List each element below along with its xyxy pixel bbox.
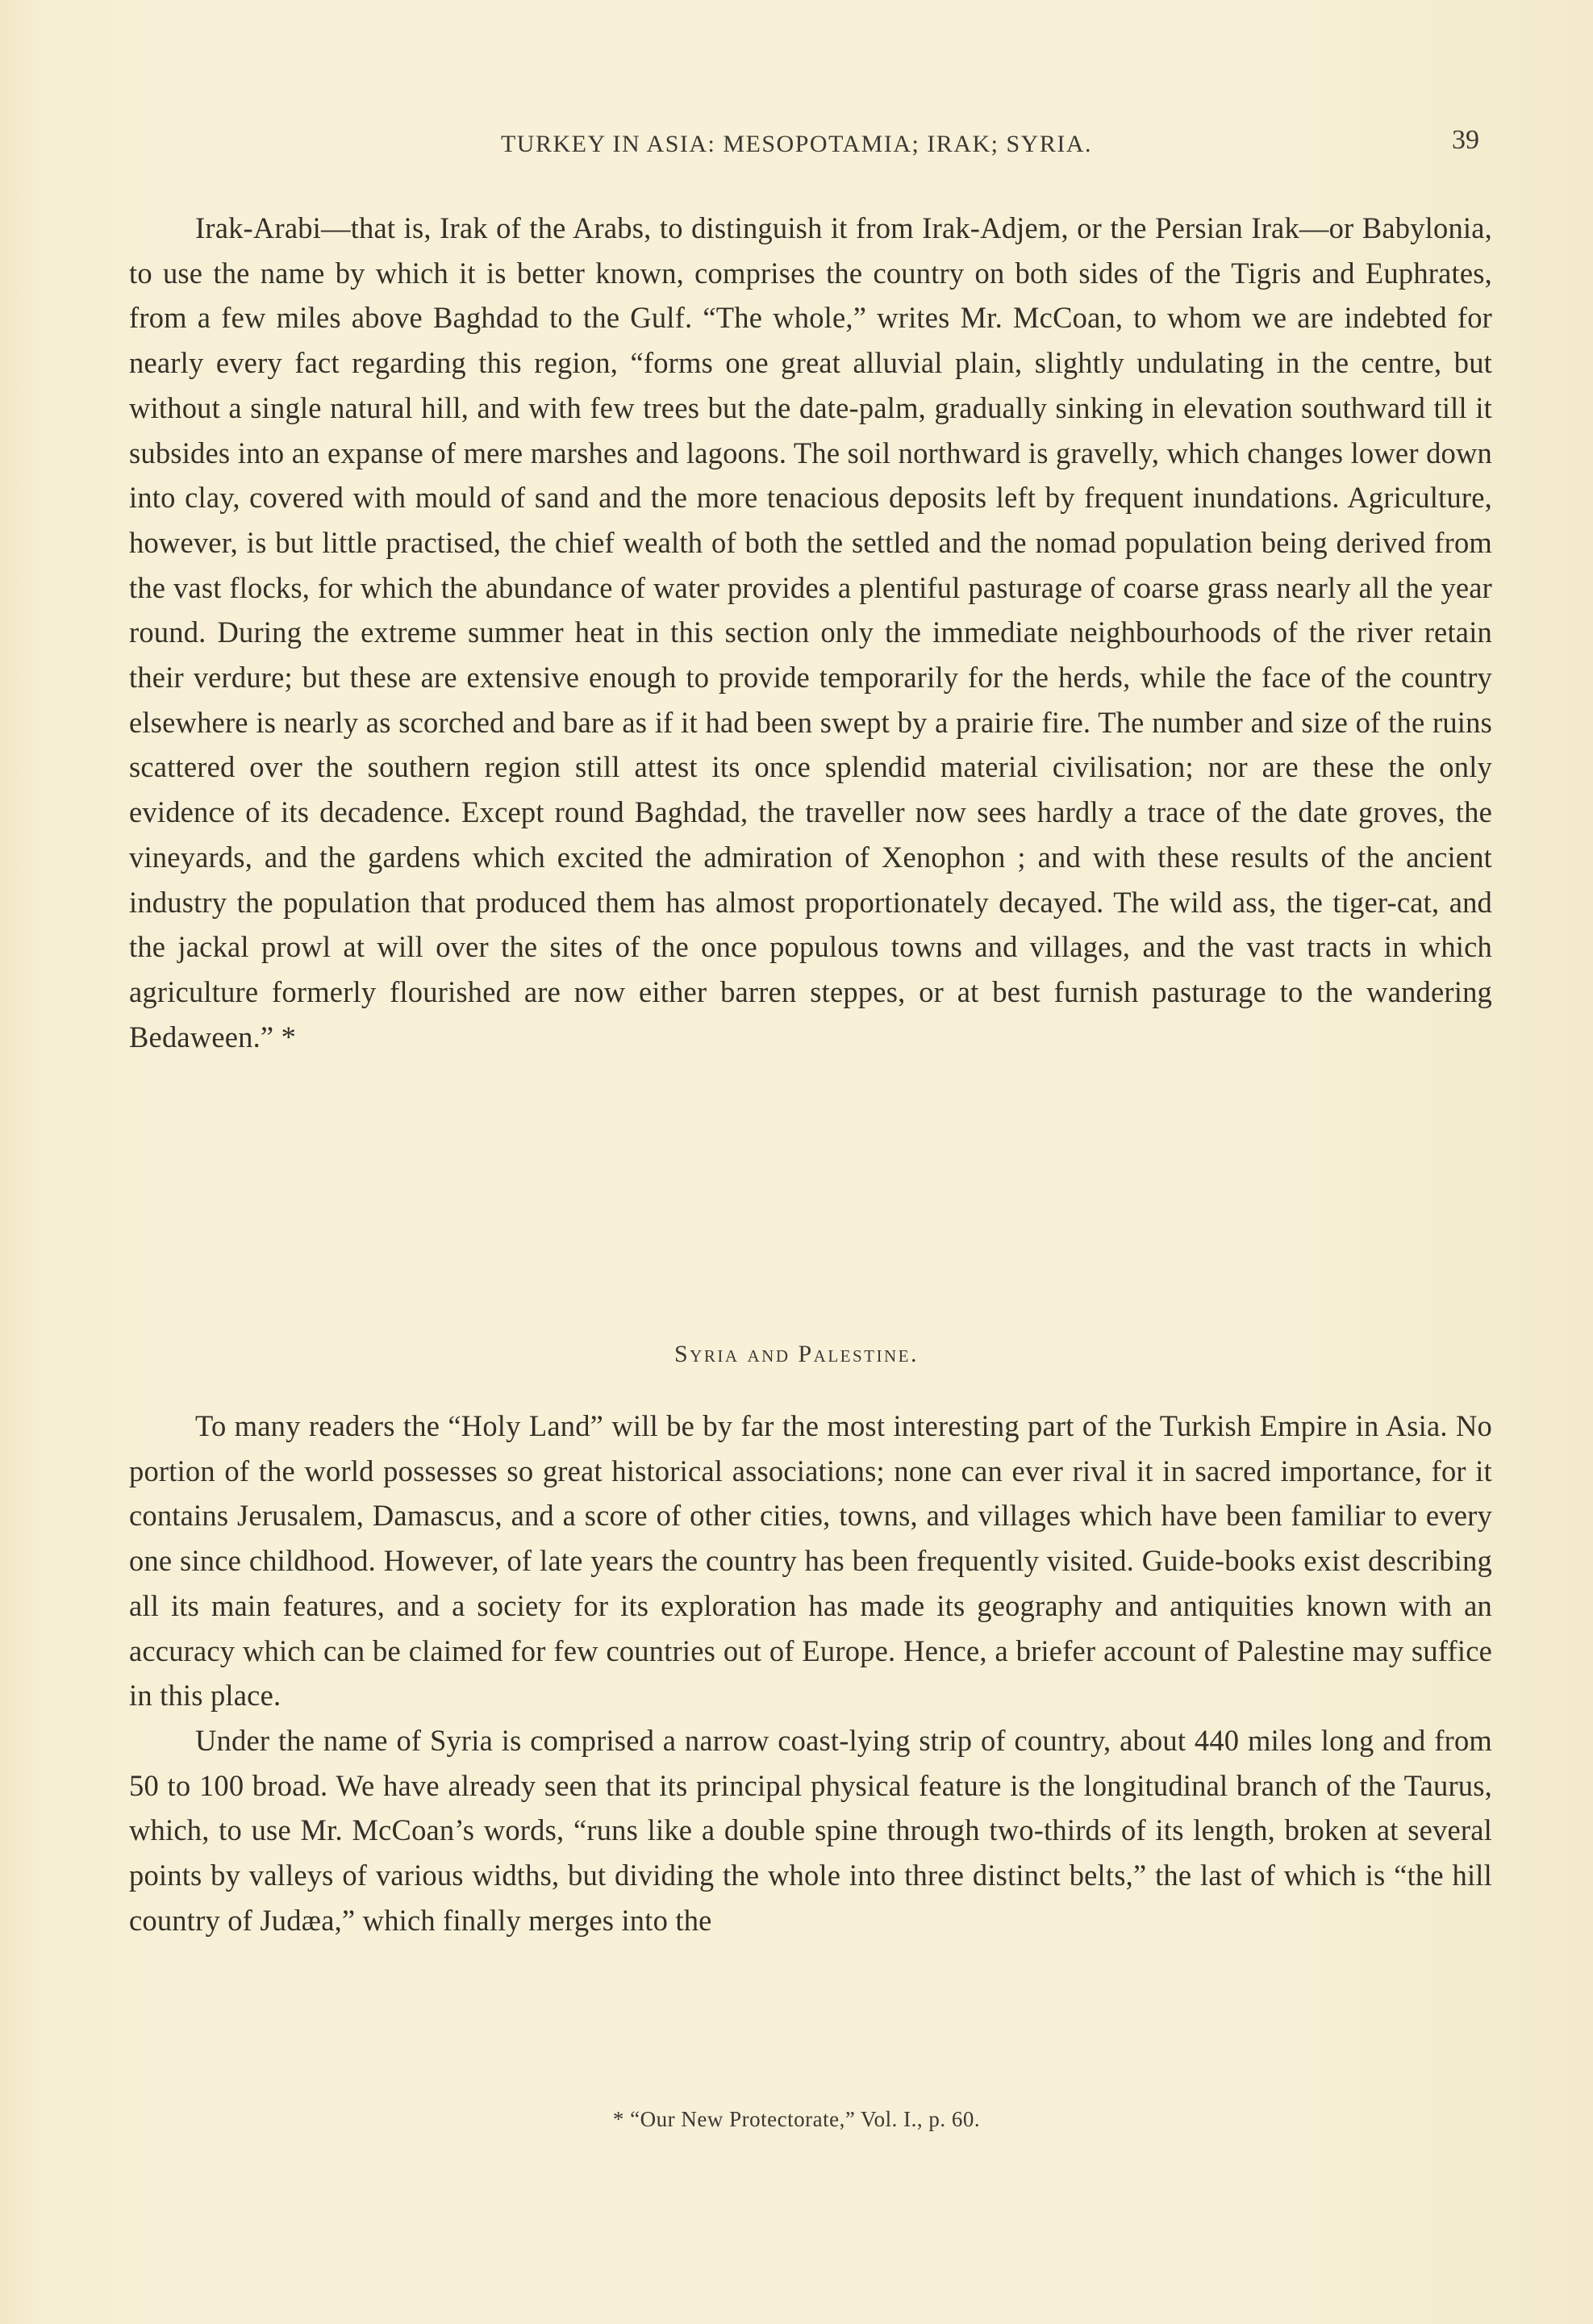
running-head: TURKEY IN ASIA: MESOPOTAMIA; IRAK; SYRIA. <box>500 131 1092 157</box>
paragraph-irak-arabi: Irak-Arabi—that is, Irak of the Arabs, to distinguish it from Irak-Adjem, or the Persian Irak—or Babylonia, to use the name by which it is better known, comprises the country on both sides of the Tigris and Euphrates, from a few miles above Baghdad to the Gulf. “The whole,” writes Mr. McCoan, to whom we are indebted for nearly every fact regarding this region, “forms one great alluvial plain, slightly undulating in the centre, but without a single natural hill, and with few trees but the date-palm, gradually sinking in elevation southward till it subsides into an expanse of mere marshes and lagoons. The soil northward is gravelly, which changes lower down into clay, covered with mould of sand and the more tenacious deposits left by frequent inundations. Agriculture, however, is but little practised, the chief wealth of both the settled and the nomad population being derived from the vast flocks, for which the abundance of water provides a plentiful pasturage of coarse grass nearly all the year round. During the extreme summer heat in this section only the immediate neighbourhoods of the river retain their verdure; but these are extensive enough to provide temporarily for the herds, while the face of the country elsewhere is nearly as scorched and bare as if it had been swept by a prairie fire. The number and size of the ruins scattered over the southern region still attest its once splendid material civilisation; nor are these the only evidence of its decadence. Except round Baghdad, the traveller now sees hardly a trace of the date groves, the vineyards, and the gardens which excited the admiration of Xenophon ; and with these results of the ancient industry the population that produced them has almost proportionately decayed. The wild ass, the tiger-cat, and the jackal prowl at will over the sites of the once populous towns and villages, and the vast tracts in which agriculture formerly flourished are now either barren steppes, or at best furnish pasturage to the wandering Bedaween.” * <box>129 211 1492 1054</box>
page-number: 39 <box>1452 125 1479 155</box>
section-irak-arabi <box>129 206 1492 1059</box>
paragraph-holy-land: To many readers the “Holy Land” will be by far the most interesting part of the Turkish Empire in Asia. No portion of the world possesses so great historical associations; none can ever rival it in sacred importance, for it contains Jerusalem, Damascus, and a score of other cities, towns, and villages which have been familiar to every one since childhood. However, of late years the country has been frequently visited. Guide-books exist describing all its main features, and a society for its exploration has made its geography and antiquities known with an accuracy which can be claimed for few countries out of Europe. Hence, a briefer account of Palestine may suffice in this place. <box>129 1409 1492 1713</box>
footnote: * “Our New Protectorate,” Vol. I., p. 60. <box>612 2107 981 2131</box>
section-heading: Syria and Palestine. <box>673 1341 919 1367</box>
paragraph-syria-geography: Under the name of Syria is comprised a narrow coast-lying strip of country, about 440 miles long and from 50 to 100 broad. We have already seen that its principal physical feature is the longitudinal branch of the Taurus, which, to use Mr. McCoan’s words, “runs like a double spine through two-thirds of its length, broken at several points by valleys of various widths, but dividing the whole into three distinct belts,” the last of which is “the hill country of Judæa,” which finally merges into the <box>129 1723 1492 1937</box>
section-syria-palestine <box>129 1404 1492 1942</box>
